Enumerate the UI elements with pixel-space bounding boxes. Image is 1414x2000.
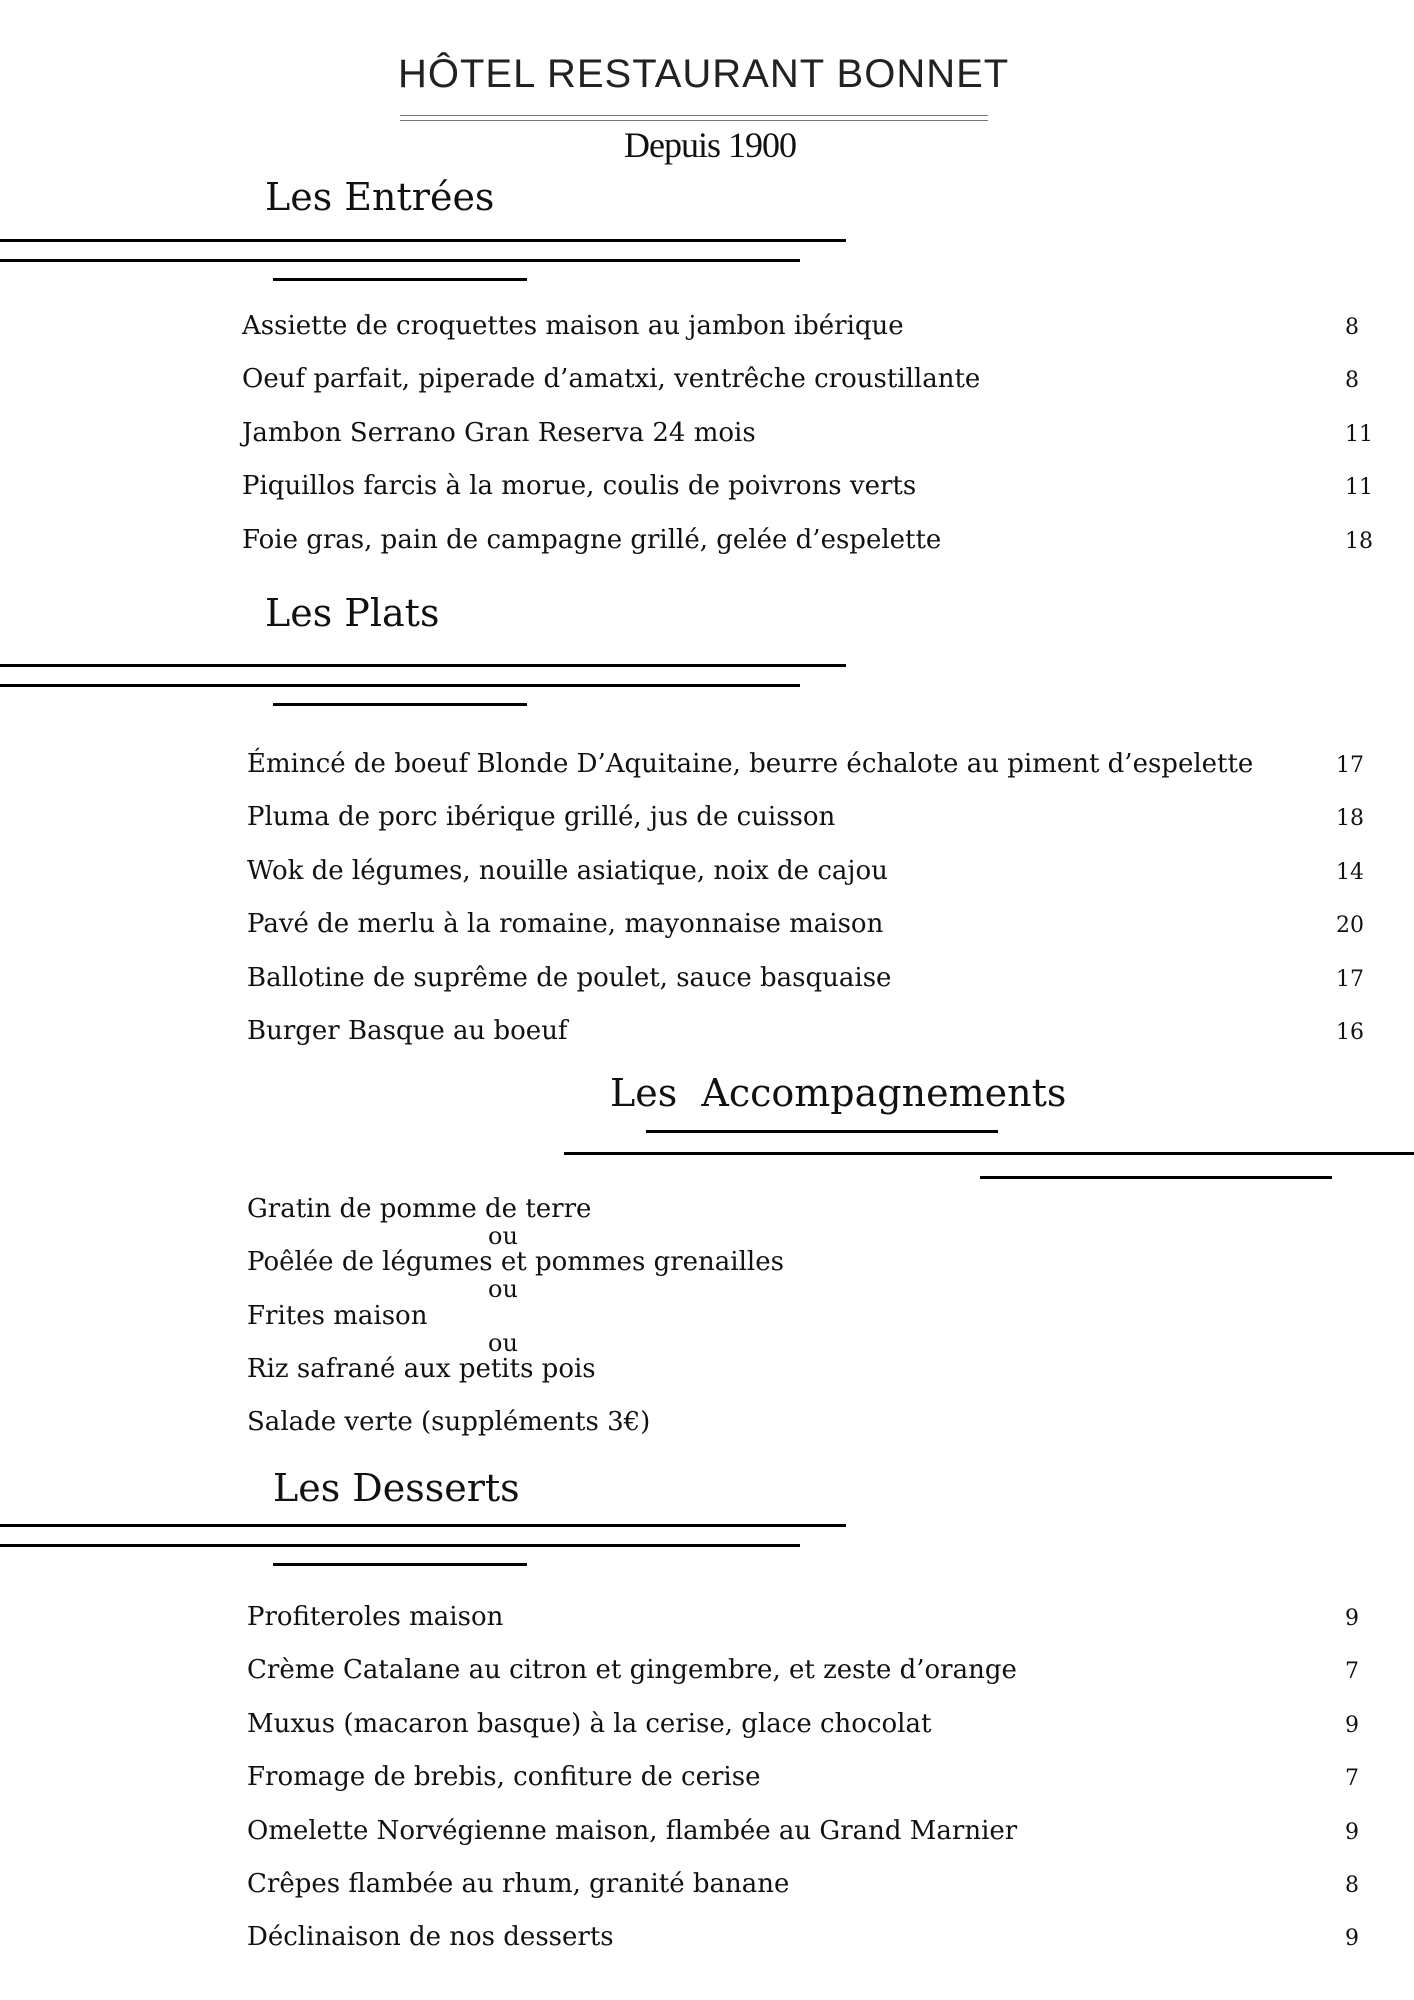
dessert-item: Crème Catalane au citron et gingembre, et zeste d’orange — [247, 1655, 1017, 1685]
section-title-accompagnements: Les Accompagnements — [610, 1071, 1067, 1115]
dessert-item: Crêpes flambée au rhum, granité banane — [247, 1869, 790, 1899]
entree-price: 18 — [1345, 529, 1373, 554]
accomp-separator: ou — [488, 1222, 518, 1250]
plat-item: Pavé de merlu à la romaine, mayonnaise maison — [247, 909, 884, 939]
entree-price: 8 — [1345, 315, 1359, 340]
accomp-separator: ou — [488, 1329, 518, 1357]
accomp-item: Frites maison — [247, 1301, 428, 1331]
section-title-entrees: Les Entrées — [265, 175, 495, 219]
plat-price: 17 — [1336, 753, 1364, 778]
plat-item: Burger Basque au boeuf — [247, 1016, 568, 1046]
entree-item: Foie gras, pain de campagne grillé, gelée d’espelette — [242, 525, 942, 555]
entree-item: Oeuf parfait, piperade d’amatxi, ventrêche croustillante — [242, 364, 981, 394]
entree-item: Assiette de croquettes maison au jambon ibérique — [242, 311, 904, 341]
accomp-item: Riz safrané aux petits pois — [247, 1354, 596, 1384]
dessert-item: Muxus (macaron basque) à la cerise, glace chocolat — [247, 1709, 932, 1739]
dessert-item: Fromage de brebis, confiture de cerise — [247, 1762, 761, 1792]
plats-rule-2 — [0, 684, 800, 687]
header-rule-bottom — [400, 120, 988, 121]
dessert-price: 9 — [1345, 1820, 1359, 1845]
plat-item: Wok de légumes, nouille asiatique, noix de cajou — [247, 856, 888, 886]
plat-price: 18 — [1336, 806, 1364, 831]
dessert-price: 7 — [1345, 1659, 1359, 1684]
section-title-desserts: Les Desserts — [273, 1466, 520, 1510]
accomp-rule-3 — [980, 1176, 1332, 1179]
entrees-rule-2 — [0, 259, 800, 262]
dessert-item: Omelette Norvégienne maison, flambée au Grand Marnier — [247, 1816, 1018, 1846]
entree-item: Jambon Serrano Gran Reserva 24 mois — [242, 418, 756, 448]
accomp-item: Salade verte (suppléments 3€) — [247, 1407, 651, 1437]
desserts-rule-2 — [0, 1544, 800, 1547]
dessert-item: Profiteroles maison — [247, 1602, 504, 1632]
accomp-rule-2 — [564, 1152, 1414, 1155]
accomp-rule-1 — [646, 1130, 998, 1133]
accomp-item: Gratin de pomme de terre — [247, 1194, 592, 1224]
plat-item: Ballotine de suprême de poulet, sauce basquaise — [247, 963, 892, 993]
plat-price: 14 — [1336, 860, 1364, 885]
hotel-name: HÔTEL RESTAURANT BONNET — [398, 52, 1010, 96]
dessert-price: 8 — [1345, 1873, 1359, 1898]
accomp-separator: ou — [488, 1275, 518, 1303]
entree-price: 11 — [1345, 475, 1373, 500]
plat-price: 20 — [1336, 913, 1364, 938]
desserts-rule-3 — [273, 1563, 527, 1566]
dessert-price: 9 — [1345, 1926, 1359, 1951]
plat-item: Émincé de boeuf Blonde D’Aquitaine, beurre échalote au piment d’espelette — [247, 749, 1254, 779]
section-title-plats: Les Plats — [265, 591, 440, 635]
desserts-rule-1 — [0, 1524, 846, 1527]
entrees-rule-1 — [0, 239, 846, 242]
dessert-item: Déclinaison de nos desserts — [247, 1922, 614, 1952]
dessert-price: 9 — [1345, 1606, 1359, 1631]
entree-item: Piquillos farcis à la morue, coulis de poivrons verts — [242, 471, 917, 501]
since-tagline: Depuis 1900 — [624, 125, 796, 165]
plat-item: Pluma de porc ibérique grillé, jus de cuisson — [247, 802, 836, 832]
accomp-item: Poêlée de légumes et pommes grenailles — [247, 1247, 784, 1277]
dessert-price: 9 — [1345, 1713, 1359, 1738]
header-rule-top — [400, 115, 988, 116]
plats-rule-1 — [0, 664, 846, 667]
plat-price: 16 — [1336, 1020, 1364, 1045]
dessert-price: 7 — [1345, 1766, 1359, 1791]
entrees-rule-3 — [273, 278, 527, 281]
entree-price: 11 — [1345, 422, 1373, 447]
plats-rule-3 — [273, 703, 527, 706]
entree-price: 8 — [1345, 368, 1359, 393]
plat-price: 17 — [1336, 967, 1364, 992]
